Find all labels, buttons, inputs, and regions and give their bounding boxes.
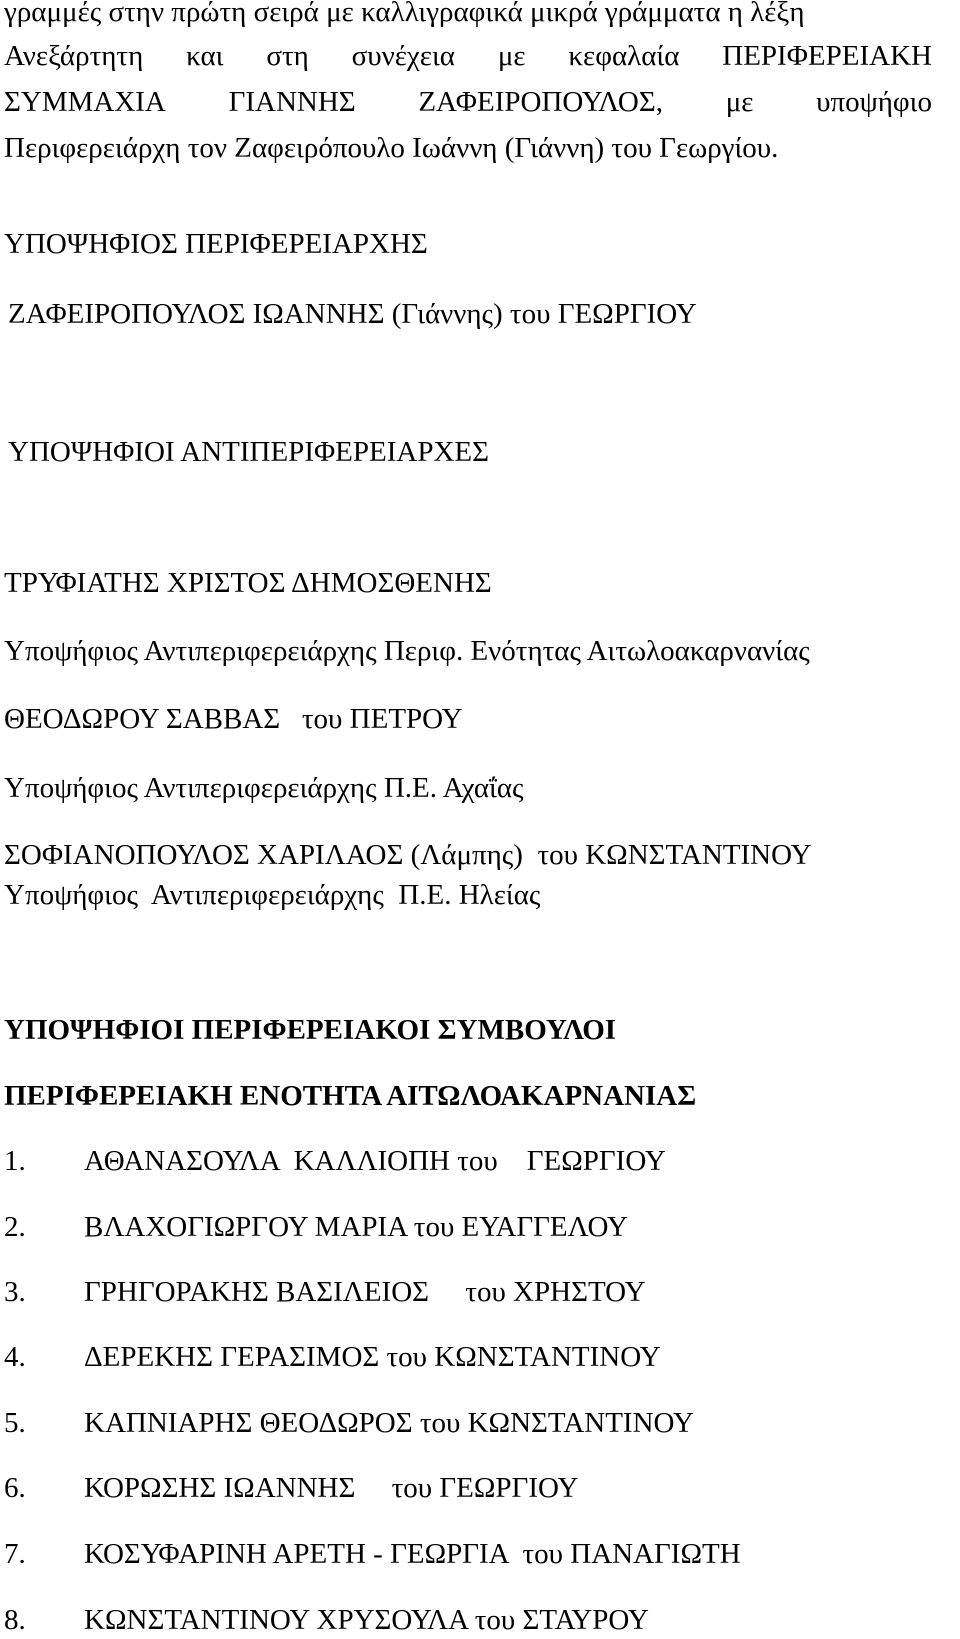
list-item: ΚΩΝΣΤΑΝΤΙΝΟΥ ΧΡΥΣΟΥΛΑ του ΣΤΑΥΡΟΥ xyxy=(84,1604,649,1636)
intro-word: ΠΕΡΙΦΕΡΕΙΑΚΗ xyxy=(722,40,932,72)
list-item: ΚΑΠΝΙΑΡΗΣ ΘΕΟΔΩΡΟΣ του ΚΩΝΣΤΑΝΤΙΝΟΥ xyxy=(84,1407,694,1439)
deputy-name: ΤΡΥΦΙΑΤΗΣ ΧΡΙΣΤΟΣ ΔΗΜΟΣΘΕΝΗΣ xyxy=(4,567,492,599)
intro-line-2 xyxy=(4,38,932,74)
deputy-name: ΘΕΟΔΩΡΟΥ ΣΑΒΒΑΣ του ΠΕΤΡΟΥ xyxy=(4,703,463,735)
deputy-role: Υποψήφιος Αντιπεριφερειάρχης Π.Ε. Αχαΐας xyxy=(4,772,524,804)
intro-word: με xyxy=(497,40,526,72)
intro-word: συνέχεια xyxy=(351,40,455,72)
regional-unit-heading: ΠΕΡΙΦΕΡΕΙΑΚΗ ΕΝΟΤΗΤΑ ΑΙΤΩΛΟΑΚΑΡΝΑΝΙΑΣ xyxy=(4,1080,697,1112)
intro-line-3 xyxy=(4,84,932,120)
list-number: 6. xyxy=(4,1472,26,1504)
governor-heading: ΥΠΟΨΗΦΙΟΣ ΠΕΡΙΦΕΡΕΙΑΡΧΗΣ xyxy=(4,228,428,260)
intro-word: και xyxy=(186,40,224,72)
list-number: 8. xyxy=(4,1604,26,1636)
list-item: ΑΘΑΝΑΣΟΥΛΑ ΚΑΛΛΙΟΠΗ του ΓΕΩΡΓΙΟΥ xyxy=(84,1145,666,1177)
intro-line-1: γραμμές στην πρώτη σειρά με καλλιγραφικά μικρά γράμματα η λέξη xyxy=(4,0,805,28)
list-item: ΒΛΑΧΟΓΙΩΡΓΟΥ ΜΑΡΙΑ του ΕΥΑΓΓΕΛΟΥ xyxy=(84,1211,628,1243)
intro-word: ΖΑΦΕΙΡΟΠΟΥΛΟΣ, xyxy=(418,86,663,118)
intro-word: με xyxy=(725,86,754,118)
list-number: 1. xyxy=(4,1145,26,1177)
list-number: 2. xyxy=(4,1211,26,1243)
list-number: 7. xyxy=(4,1538,26,1570)
intro-word: ΓΙΑΝΝΗΣ xyxy=(228,86,356,118)
list-number: 5. xyxy=(4,1407,26,1439)
deputy-role: Υποψήφιος Αντιπεριφερειάρχης Περιφ. Ενότητας Αιτωλοακαρνανίας xyxy=(4,635,810,667)
intro-line-4: Περιφερειάρχη τον Ζαφειρόπουλο Ιωάννη (Γιάννη) του Γεωργίου. xyxy=(4,132,779,164)
governor-name: ΖΑΦΕΙΡΟΠΟΥΛΟΣ ΙΩΑΝΝΗΣ (Γιάννης) του ΓΕΩΡΓΙΟΥ xyxy=(8,298,697,330)
list-item: ΚΟΡΩΣΗΣ ΙΩΑΝΝΗΣ του ΓΕΩΡΓΙΟΥ xyxy=(84,1472,579,1504)
list-number: 4. xyxy=(4,1341,26,1373)
list-item: ΓΡΗΓΟΡΑΚΗΣ ΒΑΣΙΛΕΙΟΣ του ΧΡΗΣΤΟΥ xyxy=(84,1276,646,1308)
intro-word: κεφαλαία xyxy=(568,40,680,72)
deputies-heading: ΥΠΟΨΗΦΙΟΙ ΑΝΤΙΠΕΡΙΦΕΡΕΙΑΡΧΕΣ xyxy=(8,436,489,468)
intro-word: Ανεξάρτητη xyxy=(4,40,144,72)
councillors-heading: ΥΠΟΨΗΦΙΟΙ ΠΕΡΙΦΕΡΕΙΑΚΟΙ ΣΥΜΒΟΥΛΟΙ xyxy=(4,1014,617,1046)
list-item: ΔΕΡΕΚΗΣ ΓΕΡΑΣΙΜΟΣ του ΚΩΝΣΤΑΝΤΙΝΟΥ xyxy=(84,1341,661,1373)
intro-word: στη xyxy=(266,40,309,72)
deputy-role: Υποψήφιος Αντιπεριφερειάρχης Π.Ε. Ηλείας xyxy=(4,879,541,911)
list-item: ΚΟΣΥΦΑΡΙΝΗ ΑΡΕΤΗ - ΓΕΩΡΓΙΑ του ΠΑΝΑΓΙΩΤΗ xyxy=(84,1538,741,1570)
list-number: 3. xyxy=(4,1276,26,1308)
deputy-name: ΣΟΦΙΑΝΟΠΟΥΛΟΣ ΧΑΡΙΛΑΟΣ (Λάμπης) του ΚΩΝΣΤΑΝΤΙΝΟΥ xyxy=(4,839,812,871)
intro-word: υποψήφιο xyxy=(816,86,932,118)
intro-word: ΣΥΜΜΑΧΙΑ xyxy=(4,86,166,118)
